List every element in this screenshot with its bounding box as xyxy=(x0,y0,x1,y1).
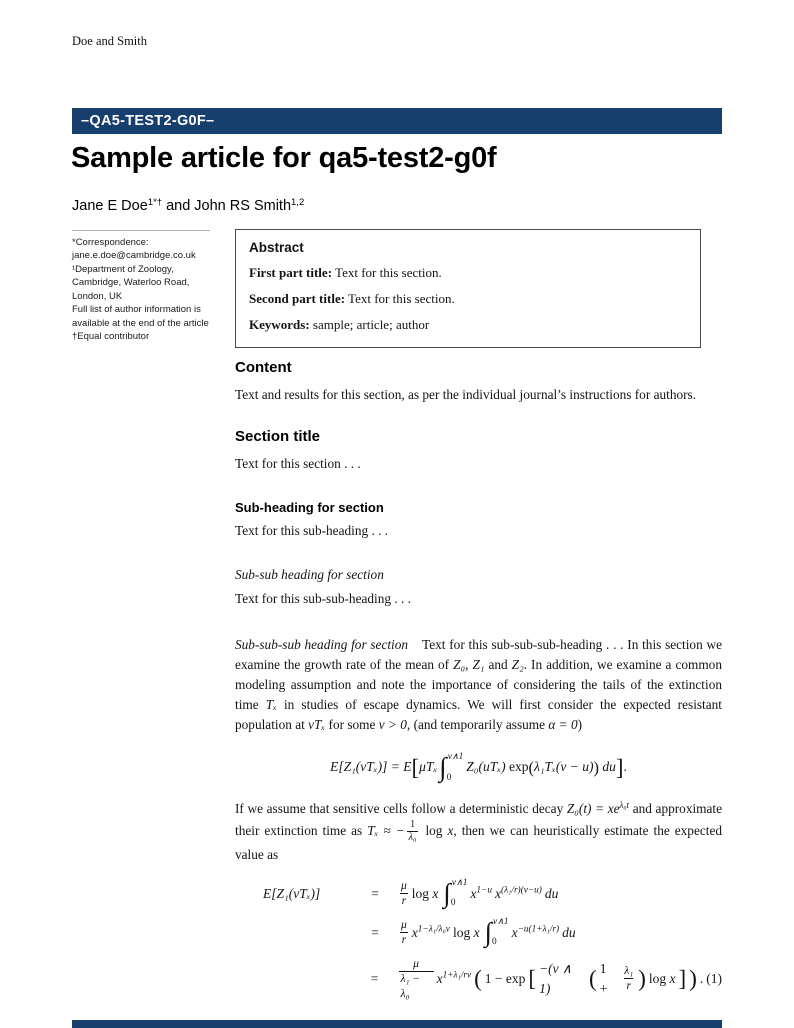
section-heading-content: Content xyxy=(235,359,292,376)
correspondence-email: jane.e.doe@cambridge.co.uk xyxy=(72,250,196,262)
paragraph: Text for this sub-heading . . . xyxy=(235,523,389,539)
term: 1 + xyxy=(599,960,608,996)
inline-math: Tₓ ≈ − xyxy=(367,822,405,838)
fraction-denominator: λ₁ − λ₀ xyxy=(399,971,434,1001)
equal-contributor-note: †Equal contributor xyxy=(72,331,150,343)
integral xyxy=(439,753,463,783)
body-text: , xyxy=(465,657,473,673)
exponent: (λ₁/r)(v−u) xyxy=(501,885,542,896)
period: . xyxy=(623,758,627,774)
variable-x: x xyxy=(669,970,676,986)
log-function: log xyxy=(411,885,430,901)
body-text: and xyxy=(484,657,512,673)
right-paren: ) xyxy=(593,757,599,777)
banner-text: –QA5-TEST2-G0F– xyxy=(81,113,215,129)
journal-banner xyxy=(72,108,722,134)
author-info-note: available at the end of the article xyxy=(72,317,209,329)
integral-sign: ∫ xyxy=(443,877,451,908)
fraction-numerator: 1 xyxy=(410,818,416,830)
equals-sign: = xyxy=(371,924,379,940)
paragraph-with-runin-heading xyxy=(235,635,722,735)
abstract-field-text: Text for this section. xyxy=(332,265,442,280)
exponent: λ₀t xyxy=(619,799,630,810)
integral-limits xyxy=(452,879,468,909)
equation-block xyxy=(235,879,722,1001)
keywords-label: Keywords: xyxy=(249,316,310,332)
sub-sub-heading: Sub-sub heading for section xyxy=(235,567,384,583)
equation-rhs xyxy=(397,918,579,948)
coefficient: μTₓ xyxy=(419,758,438,774)
body-text: for some xyxy=(325,716,379,732)
section-heading-section-title: Section title xyxy=(235,428,321,446)
left-paren: ( xyxy=(528,757,534,777)
abstract-field-label: First part title: xyxy=(249,265,333,280)
upper-limit: v∧1 xyxy=(451,877,468,888)
running-head: Doe and Smith xyxy=(72,34,147,48)
inline-math: α = 0 xyxy=(548,716,578,732)
equation-lhs: E[Z₁(vTₓ)] xyxy=(263,885,321,901)
differential: du xyxy=(544,885,559,901)
body-text: , then we can heuristically estimate the expected value as xyxy=(235,822,723,862)
inline-math: Z₂ xyxy=(511,657,524,673)
variable-x: x xyxy=(432,885,439,901)
equals-sign: = xyxy=(371,885,379,901)
exp-function: exp xyxy=(508,758,529,774)
body-text: , (and temporarily assume xyxy=(406,716,549,732)
abstract-field-label: Second part title: xyxy=(249,290,346,306)
keywords-text: sample; article; author xyxy=(309,316,430,332)
fraction xyxy=(407,819,419,845)
power-term xyxy=(470,884,492,904)
article-title: Sample article for qa5-test2-g0f xyxy=(71,142,497,174)
inline-math: v > 0 xyxy=(378,716,407,732)
footer-banner xyxy=(72,1020,722,1028)
integral xyxy=(443,879,467,909)
paragraph: Text for this section . . . xyxy=(235,455,361,471)
fraction-numerator: μ xyxy=(401,879,407,892)
abstract-field xyxy=(249,290,687,309)
lower-limit: 0 xyxy=(450,898,456,909)
log-function: log xyxy=(648,970,667,986)
variable-x: x xyxy=(511,924,518,940)
author-1: Jane E Doe xyxy=(72,197,148,214)
integral-sign: ∫ xyxy=(439,752,447,783)
author-info-note: Full list of author information is xyxy=(72,304,201,316)
inline-math: Tₓ xyxy=(265,697,277,712)
upper-limit: v∧1 xyxy=(492,916,509,927)
right-bracket: ] xyxy=(615,754,624,780)
body-text: in studies of escape dynamics. We will first consider the expected resistant population at xyxy=(235,697,722,732)
differential: du xyxy=(562,924,576,940)
article-body xyxy=(235,357,722,1010)
log-term xyxy=(649,969,676,989)
equation-number: (1) xyxy=(706,970,722,986)
integral-sign: ∫ xyxy=(484,916,492,947)
variable-x: x xyxy=(436,970,443,986)
lower-limit: 0 xyxy=(446,772,452,783)
power-term xyxy=(512,923,560,943)
equation-line-2 xyxy=(235,918,722,948)
log-function: log xyxy=(452,924,471,940)
variable-x: x xyxy=(411,924,418,940)
abstract-heading: Abstract xyxy=(249,240,304,255)
fraction-denominator: r xyxy=(401,934,407,947)
body-text: ) xyxy=(577,716,583,732)
sidebar-rule xyxy=(72,230,210,231)
exponent: 1−λ₁/λ₀v xyxy=(417,924,450,935)
term: 1 − xyxy=(484,970,506,986)
exponent: 1+λ₁/rv xyxy=(442,970,472,981)
upper-limit: v∧1 xyxy=(447,751,464,762)
inline-math: Z₀ xyxy=(453,657,466,673)
exponent: −u(1+λ₁/r) xyxy=(517,924,560,935)
period: . xyxy=(699,970,704,986)
equation-line-3 xyxy=(235,957,722,1001)
variable-x: x xyxy=(473,924,480,940)
variable-x: x xyxy=(495,885,501,901)
log-term xyxy=(412,884,439,904)
fraction-denominator: r xyxy=(626,980,631,993)
abstract-field xyxy=(249,316,687,335)
integrand: Z₀(uTₓ) xyxy=(466,758,509,774)
affiliation-line: London, UK xyxy=(72,290,123,302)
paragraph xyxy=(235,799,722,865)
term: −(v ∧ 1) xyxy=(539,960,572,996)
fraction-denominator: r xyxy=(401,895,407,908)
correspondence-sidebar xyxy=(72,230,214,344)
fraction xyxy=(399,957,434,1001)
abstract-field xyxy=(249,264,687,283)
inline-math: Z₁ xyxy=(472,657,485,673)
equation-rhs: $\frac{\mu}{\text{λ₁ − λ₀}}$ $x^{1+\lambda_1/rv}$ ( 1 − exp [ −(v ∧ 1) ( 1 + $\frac{\text{λ₁}}{r}$ ) log x ] ) . xyxy=(400,957,704,1000)
variable-x: x xyxy=(470,885,477,901)
inline-math: vTₓ xyxy=(308,716,326,732)
fraction-numerator: μ xyxy=(401,918,407,931)
authors-line xyxy=(72,197,304,214)
paragraph: Text and results for this section, as per the individual journal’s instructions for authors. xyxy=(235,386,697,402)
one-minus-exp xyxy=(485,969,526,989)
exp-argument: λ₁Tₓ(v − u) xyxy=(533,758,594,774)
inline-math: Z₀(t) = xe xyxy=(566,800,620,816)
exponent: 1−u xyxy=(476,885,492,896)
integral-limits xyxy=(448,753,464,783)
display-equation xyxy=(235,753,722,783)
fraction xyxy=(399,879,409,909)
power-term xyxy=(495,884,542,904)
equals-sign: = xyxy=(370,970,379,986)
lower-limit: 0 xyxy=(491,937,497,948)
power-term xyxy=(437,969,472,989)
body-text: If we assume that sensitive cells follow a deterministic decay xyxy=(235,800,567,816)
sub-heading: Sub-heading for section xyxy=(235,499,384,515)
equation-line-1 xyxy=(235,879,722,909)
left-bracket: [ xyxy=(411,754,420,780)
author-2: and John RS Smith xyxy=(162,197,292,214)
log-term xyxy=(453,923,480,943)
log-function: log xyxy=(425,822,443,838)
author-1-affiliation-marks: 1*† xyxy=(147,197,163,208)
affiliation-line: ¹Department of Zoology, xyxy=(72,263,174,275)
fraction-denominator: λ₀ xyxy=(408,832,417,844)
paragraph: Text for this sub-sub-heading . . . xyxy=(235,591,411,607)
affiliation-line: Cambridge, Waterloo Road, xyxy=(72,277,190,289)
differential: du xyxy=(598,758,616,774)
fraction xyxy=(622,964,635,994)
sub-sub-sub-heading: Sub-sub-sub heading for section xyxy=(235,637,409,653)
integral xyxy=(485,918,509,948)
equation-rhs xyxy=(397,879,561,909)
exp-function: exp xyxy=(505,970,526,986)
author-2-affiliation-marks: 1,2 xyxy=(291,197,305,208)
abstract-field-text: Text for this section. xyxy=(345,290,455,306)
body-text: . In addition, we examine a common modeling assumption and note the importance of considering the tails of the extinction time xyxy=(235,657,722,712)
integral-limits xyxy=(493,918,509,948)
fraction-numerator: λ₁ xyxy=(624,964,634,977)
equation-lhs: E[Z₁(vTₓ)] = E xyxy=(330,758,412,774)
fraction-numerator: μ xyxy=(413,957,419,970)
body-text: Text for this sub-sub-sub-heading . . . In this section we examine the growth rate of the mean of xyxy=(235,637,722,673)
abstract-box xyxy=(235,229,701,348)
inline-math: x xyxy=(447,822,454,838)
power-term xyxy=(412,923,450,943)
correspondence-label: *Correspondence: xyxy=(72,237,149,248)
body-text: and approximate their extinction time as xyxy=(235,800,722,838)
fraction xyxy=(399,918,409,948)
